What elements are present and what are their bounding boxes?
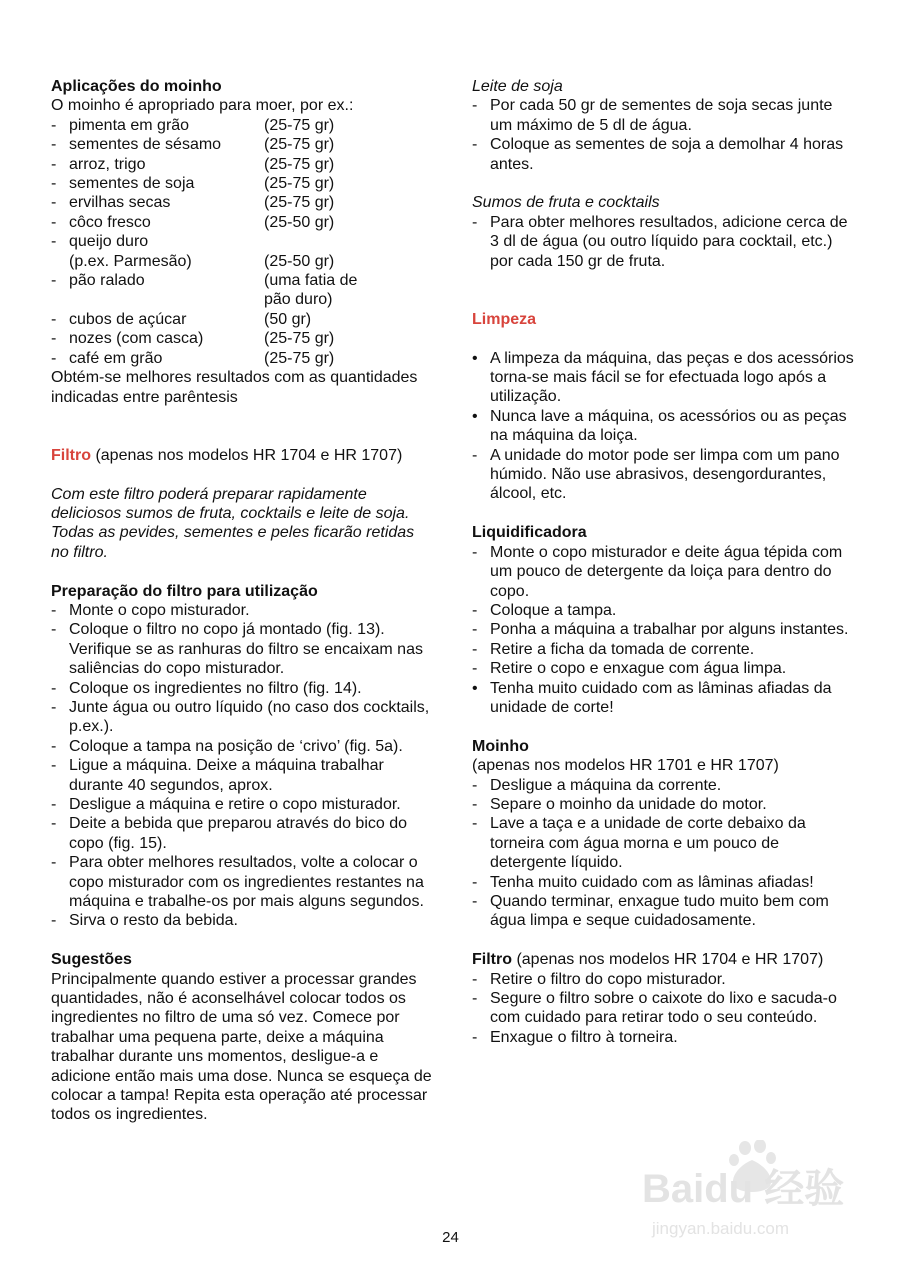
item-name: arroz, trigo (69, 155, 146, 173)
list-item (51, 252, 436, 271)
list-item: - Coloque as sementes de soja a demolhar 4 horas antes. (472, 135, 857, 174)
list-item: - Retire a ficha da tomada de corrente. (472, 640, 857, 659)
item-name: côco fresco (69, 213, 151, 231)
list-item (51, 232, 436, 251)
list-item: - Por cada 50 gr de sementes de soja secas junte um máximo de 5 dl de água. (472, 96, 857, 135)
section-heading-limpeza: Limpeza (472, 310, 537, 328)
section-heading-sugestoes: Sugestões (51, 951, 132, 969)
list-item: - Separe o moinho da unidade do motor. (472, 795, 857, 814)
aplicacoes-list-continued (51, 310, 436, 368)
section-heading-aplicacoes: Aplicações do moinho (51, 78, 222, 95)
item-qty: pão duro) (264, 291, 333, 309)
section-heading-moinho: Moinho (472, 737, 529, 755)
item-qty: (25-50 gr) (264, 213, 335, 231)
list-marker: - (51, 272, 57, 290)
list-item: - Retire o filtro do copo misturador. (472, 970, 857, 989)
list-item: - Coloque o filtro no copo já montado (fig. 13). Verifique se as ranhuras do filtro se encaixam nas saliências do copo misturador. (51, 620, 436, 678)
filtro-limpeza-list (472, 970, 857, 1048)
list-item: - Enxague o filtro à torneira. (472, 1028, 857, 1047)
item-name: cubos de açúcar (69, 310, 187, 328)
list-item: - Ponha a máquina a trabalhar por alguns instantes. (472, 620, 857, 639)
list-item: - Coloque a tampa na posição de ‘crivo’ (fig. 5a). (51, 737, 436, 756)
section-heading-preparacao: Preparação do filtro para utilização (51, 582, 318, 600)
list-marker: - (51, 330, 57, 348)
list-item: - Quando terminar, enxague tudo muito bem com água limpa e seque cuidadosamente. (472, 892, 857, 931)
leite-soja-list (472, 96, 857, 174)
list-item: - Retire o copo e enxague com água limpa. (472, 659, 857, 678)
moinho-models: (apenas nos modelos HR 1701 e HR 1707) (472, 757, 779, 775)
list-marker: - (51, 213, 57, 231)
item-qty: (25-75 gr) (264, 330, 335, 348)
list-item: - Tenha muito cuidado com as lâminas afiadas! (472, 873, 857, 892)
list-item: • Tenha muito cuidado com as lâminas afiadas da unidade de corte! (472, 679, 857, 718)
list-marker: - (51, 136, 57, 154)
watermark-url: jingyan.baidu.com (652, 1219, 790, 1238)
subheading-sumos: Sumos de fruta e cocktails (472, 194, 660, 212)
list-item (51, 213, 436, 232)
list-item (51, 329, 436, 348)
item-qty: (25-75 gr) (264, 116, 335, 134)
subheading-leite-soja: Leite de soja (472, 78, 563, 95)
section-heading-liquidificadora: Liquidificadora (472, 524, 587, 542)
aplicacoes-list (51, 116, 436, 232)
list-item: - Coloque a tampa. (472, 601, 857, 620)
list-item: - Coloque os ingredientes no filtro (fig. 14). (51, 679, 436, 698)
item-name: ervilhas secas (69, 194, 171, 212)
list-item: • A limpeza da máquina, das peças e dos acessórios torna-se mais fácil se for efectuada logo após a utilização. (472, 349, 857, 407)
sugestoes-text: Principalmente quando estiver a processar grandes quantidades, não é aconselhável colocar todos os ingredientes no filtro de uma só vez. Comece por trabalhar uma pequena parte, deixe a máquina trabalhar durante uns momentos, desligue-a e adicione então mais uma dose. Nunca se esqueça de colocar a tampa! Repita esta operação até processar todos os ingredientes. (51, 970, 432, 1124)
list-marker: - (51, 155, 57, 173)
list-marker: - (51, 310, 57, 328)
item-qty: (25-75 gr) (264, 155, 335, 173)
list-item: - Desligue a máquina da corrente. (472, 776, 857, 795)
filtro-cleaning-heading-line (472, 950, 857, 969)
list-marker: - (51, 175, 57, 193)
list-item: - Junte água ou outro líquido (no caso dos cocktails, p.ex.). (51, 698, 436, 737)
item-name: pão ralado (69, 272, 145, 290)
item-qty: (25-75 gr) (264, 349, 335, 367)
left-column (51, 77, 436, 1125)
list-item: - Desligue a máquina e retire o copo misturador. (51, 795, 436, 814)
list-item: - A unidade do motor pode ser limpa com um pano húmido. Não use abrasivos, desengordurantes, álcool, etc. (472, 446, 857, 504)
list-item: - Monte o copo misturador e deite água tépida com um pouco de detergente da loiça para dentro do copo. (472, 543, 857, 601)
aplicacoes-intro: O moinho é apropriado para moer, por ex.: (51, 97, 354, 115)
list-item: • Nunca lave a máquina, os acessórios ou as peças na máquina da loiça. (472, 407, 857, 446)
item-name: pimenta em grão (69, 116, 190, 134)
filtro-heading-line (51, 446, 436, 465)
list-item (51, 290, 436, 309)
list-marker: - (51, 349, 57, 367)
item-qty: (25-75 gr) (264, 136, 335, 154)
item-name: café em grão (69, 349, 163, 367)
list-item (51, 349, 436, 368)
item-name: sementes de sésamo (69, 136, 222, 154)
list-item (51, 116, 436, 135)
list-item: - Lave a taça e a unidade de corte debaixo da torneira com água morna e um pouco de detergente líquido. (472, 814, 857, 872)
item-name: nozes (com casca) (69, 330, 204, 348)
list-item (51, 155, 436, 174)
list-item: - Ligue a máquina. Deixe a máquina trabalhar durante 40 segundos, aprox. (51, 756, 436, 795)
right-column (472, 77, 857, 1047)
filtro-models: (apenas nos modelos HR 1704 e HR 1707) (95, 446, 403, 464)
item-qty: (uma fatia de (264, 272, 358, 290)
item-qty: (25-50 gr) (264, 252, 335, 270)
filtro-limpeza-models: (apenas nos modelos HR 1704 e HR 1707) (516, 951, 824, 969)
list-item (51, 193, 436, 212)
list-marker: - (51, 116, 57, 134)
list-item: - Monte o copo misturador. (51, 601, 436, 620)
list-item (51, 135, 436, 154)
moinho-list (472, 776, 857, 931)
item-qty: (25-75 gr) (264, 175, 335, 193)
list-item: - Para obter melhores resultados, volte a colocar o copo misturador com os ingredientes restantes na máquina e trabalhe-os por mais alguns segundos. (51, 853, 436, 911)
page-number: 24 (442, 1229, 459, 1246)
list-item (51, 271, 436, 290)
preparacao-list (51, 601, 436, 931)
list-marker: - (51, 194, 57, 212)
list-item: - Para obter melhores resultados, adicione cerca de 3 dl de água (ou outro líquido para cocktail, etc.) por cada 150 gr de fruta. (472, 213, 857, 271)
list-item (51, 310, 436, 329)
list-item: - Sirva o resto da bebida. (51, 911, 436, 930)
list-item (51, 174, 436, 193)
limpeza-list (472, 349, 857, 504)
list-item: - Segure o filtro sobre o caixote do lixo e sacuda-o com cuidado para retirar todo o seu conteúdo. (472, 989, 857, 1028)
item-name: queijo duro (69, 233, 149, 251)
watermark-brand: Baidu 经验 (642, 1167, 845, 1211)
sumos-list (472, 213, 857, 271)
aplicacoes-note: Obtém-se melhores resultados com as quantidades indicadas entre parêntesis (51, 369, 418, 406)
section-heading-filtro: Filtro (51, 446, 91, 464)
list-marker: - (51, 233, 57, 251)
filtro-intro: Com este filtro poderá preparar rapidamente deliciosos sumos de fruta, cocktails e leite de soja. Todas as pevides, sementes e peles ficarão retidas no filtro. (51, 485, 415, 561)
liquidificadora-list (472, 543, 857, 718)
section-heading-filtro-limpeza: Filtro (472, 951, 512, 969)
list-item: - Deite a bebida que preparou através do bico do copo (fig. 15). (51, 814, 436, 853)
item-name: sementes de soja (69, 175, 195, 193)
item-name-sub: (p.ex. Parmesão) (69, 252, 192, 270)
item-qty: (50 gr) (264, 310, 312, 328)
item-qty: (25-75 gr) (264, 194, 335, 212)
